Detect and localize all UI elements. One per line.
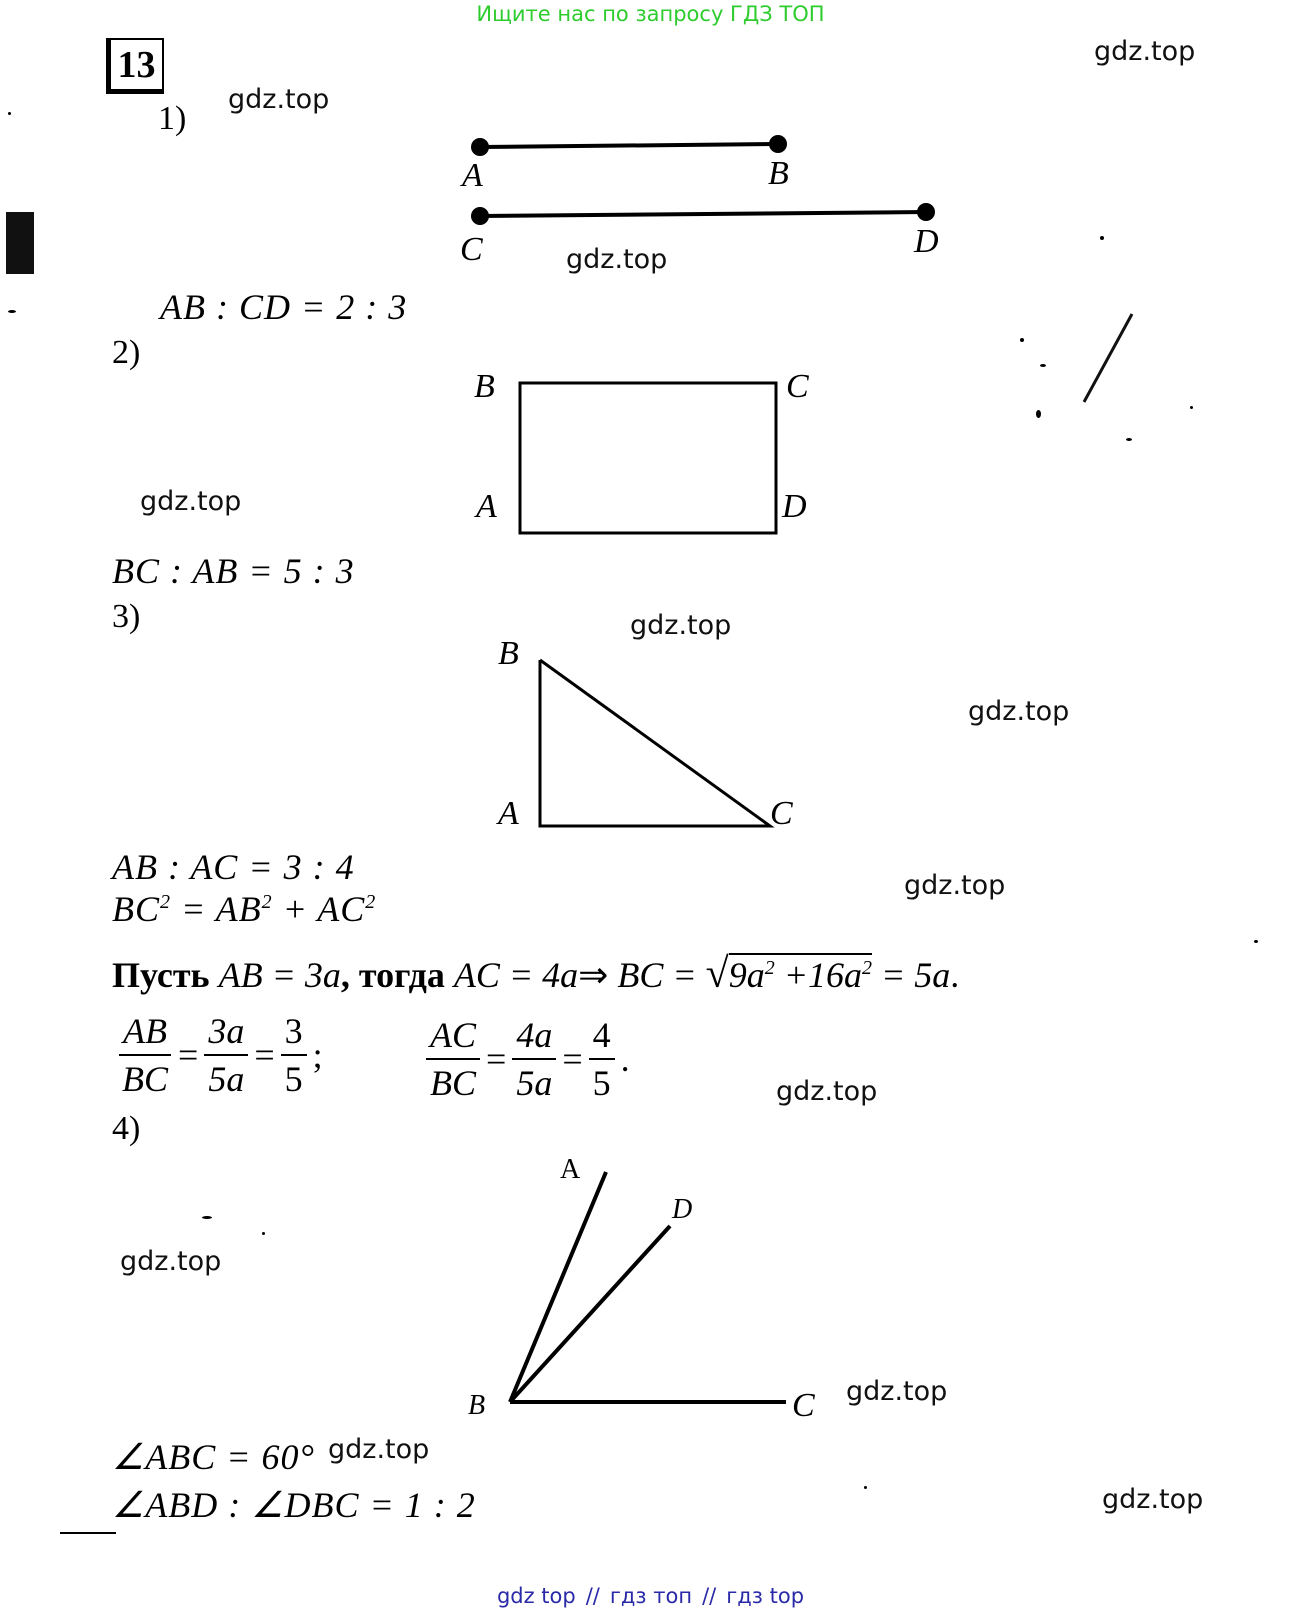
scan-speck <box>1020 338 1024 342</box>
footer-link-3[interactable]: гдз top <box>726 1584 805 1608</box>
label-a: A <box>476 488 497 525</box>
item-label-1: 1) <box>158 100 187 137</box>
label-b: B <box>498 635 519 672</box>
label-c: C <box>786 368 809 405</box>
label-c: C <box>460 231 483 268</box>
item-label-3: 3) <box>112 598 141 635</box>
point-a <box>471 138 489 156</box>
rectangle-figure <box>460 355 820 535</box>
watermark: gdz.top <box>904 870 1006 901</box>
problem-number: 13 <box>106 38 164 94</box>
triangle-abc <box>540 660 770 826</box>
scan-speck <box>1036 410 1041 418</box>
label-c: C <box>792 1387 815 1424</box>
scan-artifact <box>1070 310 1140 410</box>
footer-link-1[interactable]: gdz top <box>496 1584 576 1608</box>
fraction-4a-5a: $\frac{4a}{5a}$ <box>512 1012 556 1106</box>
angle-abc: ∠ABC = 60° <box>112 1437 315 1477</box>
point-d <box>917 203 935 221</box>
point-c <box>471 207 489 225</box>
watermark: gdz.top <box>968 696 1070 727</box>
watermark: gdz.top <box>846 1376 948 1407</box>
scan-speck <box>8 310 16 313</box>
angle-ratio: ∠ABD : ∠DBC = 1 : 2 <box>112 1485 476 1525</box>
watermark: gdz.top <box>120 1246 222 1277</box>
angle-figure <box>460 1150 840 1430</box>
segments-figure <box>440 120 960 280</box>
watermark: gdz.top <box>328 1434 430 1465</box>
watermark: gdz.top <box>1102 1484 1204 1515</box>
watermark: gdz.top <box>140 486 242 517</box>
fraction-chain-ab-bc: $\frac{AB}{BC}$ = $\frac{3a}{5a}$ = $\frac{3}{5}$ ; <box>118 1008 323 1102</box>
ratio-ab-cd: AB : CD = 2 : 3 <box>160 287 408 327</box>
scan-speck <box>262 1232 265 1235</box>
scan-speck <box>202 1216 212 1219</box>
scan-speck <box>1100 236 1104 240</box>
fraction-3a-5a: $\frac{3a}{5a}$ <box>204 1008 248 1102</box>
label-b: B <box>474 368 495 405</box>
fraction-3-5: $\frac{3}{5}$ <box>281 1008 307 1102</box>
watermark: gdz.top <box>630 610 732 641</box>
label-a: A <box>498 795 519 832</box>
ratio-bc-ab: BC : AB = 5 : 3 <box>112 551 355 591</box>
footer-links: gdz top // гдз топ // гдз top <box>496 1584 805 1608</box>
scan-speck <box>1040 364 1046 367</box>
scan-speck <box>8 112 11 115</box>
pythagorean-equation: $BC^2 = AB^2 + AC^2$ <box>112 889 377 929</box>
label-b: B <box>768 155 789 192</box>
segment-cd <box>480 212 926 216</box>
margin-rule <box>60 1532 116 1534</box>
item-label-4: 4) <box>112 1110 141 1147</box>
let-statement: Пусть AB = 3a, тогда AC = 4a⇒ BC = $√9a^2 +16a^2 = 5a$. <box>112 951 960 997</box>
watermark: gdz.top <box>566 244 668 275</box>
item-label-2: 2) <box>112 334 141 371</box>
scan-speck <box>1126 438 1132 441</box>
label-d: D <box>914 223 939 260</box>
label-b: B <box>468 1390 486 1421</box>
watermark: gdz.top <box>228 84 330 115</box>
label-d: D <box>782 488 807 525</box>
label-c: C <box>770 795 793 832</box>
label-d: D <box>672 1194 693 1225</box>
watermark: gdz.top <box>1094 36 1196 67</box>
scan-speck <box>1254 940 1258 943</box>
rectangle-abcd <box>520 383 776 533</box>
ratio-ab-ac: AB : AC = 3 : 4 <box>112 847 355 887</box>
ray-bd <box>510 1226 670 1402</box>
scan-speck <box>864 1486 867 1489</box>
fraction-4-5: $\frac{4}{5}$ <box>589 1012 615 1106</box>
scan-artifact <box>6 212 34 274</box>
label-a: A <box>560 1154 581 1185</box>
footer-link-2[interactable]: гдз топ <box>609 1584 693 1608</box>
scan-speck <box>1190 406 1193 409</box>
fraction-ac-bc: $\frac{AC}{BC}$ <box>426 1012 480 1106</box>
label-a: A <box>462 157 483 194</box>
segment-ab <box>480 144 778 147</box>
ray-ba <box>510 1172 606 1402</box>
fraction-chain-ac-bc: $\frac{AC}{BC}$ = $\frac{4a}{5a}$ = $\frac{4}{5}$ . <box>426 1012 630 1106</box>
watermark: gdz.top <box>776 1076 878 1107</box>
triangle-figure <box>480 630 820 840</box>
point-b <box>769 135 787 153</box>
top-banner[interactable]: Ищите нас по запросу ГДЗ ТОП <box>476 2 825 26</box>
fraction-ab-bc: $\frac{AB}{BC}$ <box>118 1008 172 1102</box>
